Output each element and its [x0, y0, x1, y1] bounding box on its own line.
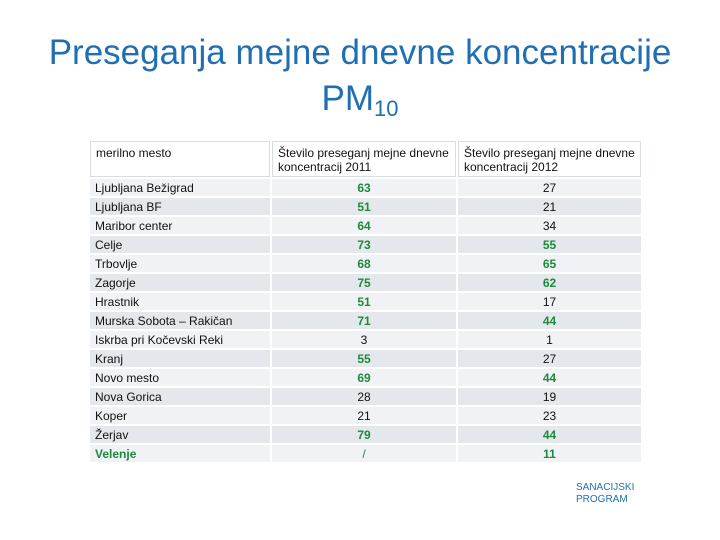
table-row — [90, 274, 641, 291]
station-name: Ljubljana BF — [90, 198, 270, 215]
value-2011: 64 — [272, 217, 456, 234]
title-subscript: 10 — [374, 96, 399, 121]
header-station: merilno mesto — [90, 141, 270, 177]
table-row — [90, 255, 641, 272]
station-name: Koper — [90, 407, 270, 424]
table-row — [90, 312, 641, 329]
station-name: Ljubljana Bežigrad — [90, 179, 270, 196]
value-2011: 55 — [272, 350, 456, 367]
station-name: Murska Sobota – Rakičan — [90, 312, 270, 329]
value-2011: 51 — [272, 293, 456, 310]
value-2011: / — [272, 445, 456, 462]
value-2012: 1 — [458, 331, 641, 348]
value-2012: 17 — [458, 293, 641, 310]
station-name: Novo mesto — [90, 369, 270, 386]
station-name: Trbovlje — [90, 255, 270, 272]
title-line1: Preseganja mejne dnevne koncentracije — [48, 33, 672, 72]
value-2011: 68 — [272, 255, 456, 272]
table-row — [90, 217, 641, 234]
header-2012: Število preseganj mejne dnevne koncentracij 2012 — [458, 141, 641, 177]
table-row — [90, 445, 641, 462]
station-name: Zagorje — [90, 274, 270, 291]
table-row — [90, 388, 641, 405]
station-name: Žerjav — [90, 426, 270, 443]
table-row — [90, 198, 641, 215]
table-row — [90, 426, 641, 443]
value-2012: 34 — [458, 217, 641, 234]
note-line1: SANACIJSKI — [576, 482, 635, 493]
station-name: Iskrba pri Kočevski Reki — [90, 331, 270, 348]
value-2012: 27 — [458, 350, 641, 367]
station-name: Celje — [90, 236, 270, 253]
table-row — [90, 407, 641, 424]
sanacijski-program-note — [576, 482, 646, 506]
station-name: Nova Gorica — [90, 388, 270, 405]
value-2011: 71 — [272, 312, 456, 329]
title-pm: PM — [321, 79, 374, 118]
value-2011: 51 — [272, 198, 456, 215]
value-2012: 27 — [458, 179, 641, 196]
table-header-row — [90, 141, 641, 177]
value-2011: 28 — [272, 388, 456, 405]
value-2012: 65 — [458, 255, 641, 272]
station-name: Velenje — [90, 445, 270, 462]
value-2012: 19 — [458, 388, 641, 405]
value-2012: 21 — [458, 198, 641, 215]
value-2012: 44 — [458, 426, 641, 443]
title-line2 — [0, 76, 720, 132]
value-2011: 75 — [272, 274, 456, 291]
table-row — [90, 331, 641, 348]
value-2012: 62 — [458, 274, 641, 291]
value-2012: 11 — [458, 445, 641, 462]
value-2012: 44 — [458, 312, 641, 329]
value-2011: 3 — [272, 331, 456, 348]
station-name: Kranj — [90, 350, 270, 367]
table-row — [90, 236, 641, 253]
value-2011: 21 — [272, 407, 456, 424]
value-2011: 73 — [272, 236, 456, 253]
value-2012: 55 — [458, 236, 641, 253]
value-2011: 79 — [272, 426, 456, 443]
table-row — [90, 350, 641, 367]
value-2011: 69 — [272, 369, 456, 386]
station-name: Maribor center — [90, 217, 270, 234]
header-2011: Število preseganj mejne dnevne koncentracij 2011 — [272, 141, 456, 177]
table-row — [90, 369, 641, 386]
value-2012: 44 — [458, 369, 641, 386]
value-2012: 23 — [458, 407, 641, 424]
table-row — [90, 293, 641, 310]
note-line2: PROGRAM — [576, 494, 628, 505]
table-row — [90, 179, 641, 196]
station-name: Hrastnik — [90, 293, 270, 310]
exceedance-table — [88, 139, 643, 464]
value-2011: 63 — [272, 179, 456, 196]
slide-title — [0, 30, 720, 132]
